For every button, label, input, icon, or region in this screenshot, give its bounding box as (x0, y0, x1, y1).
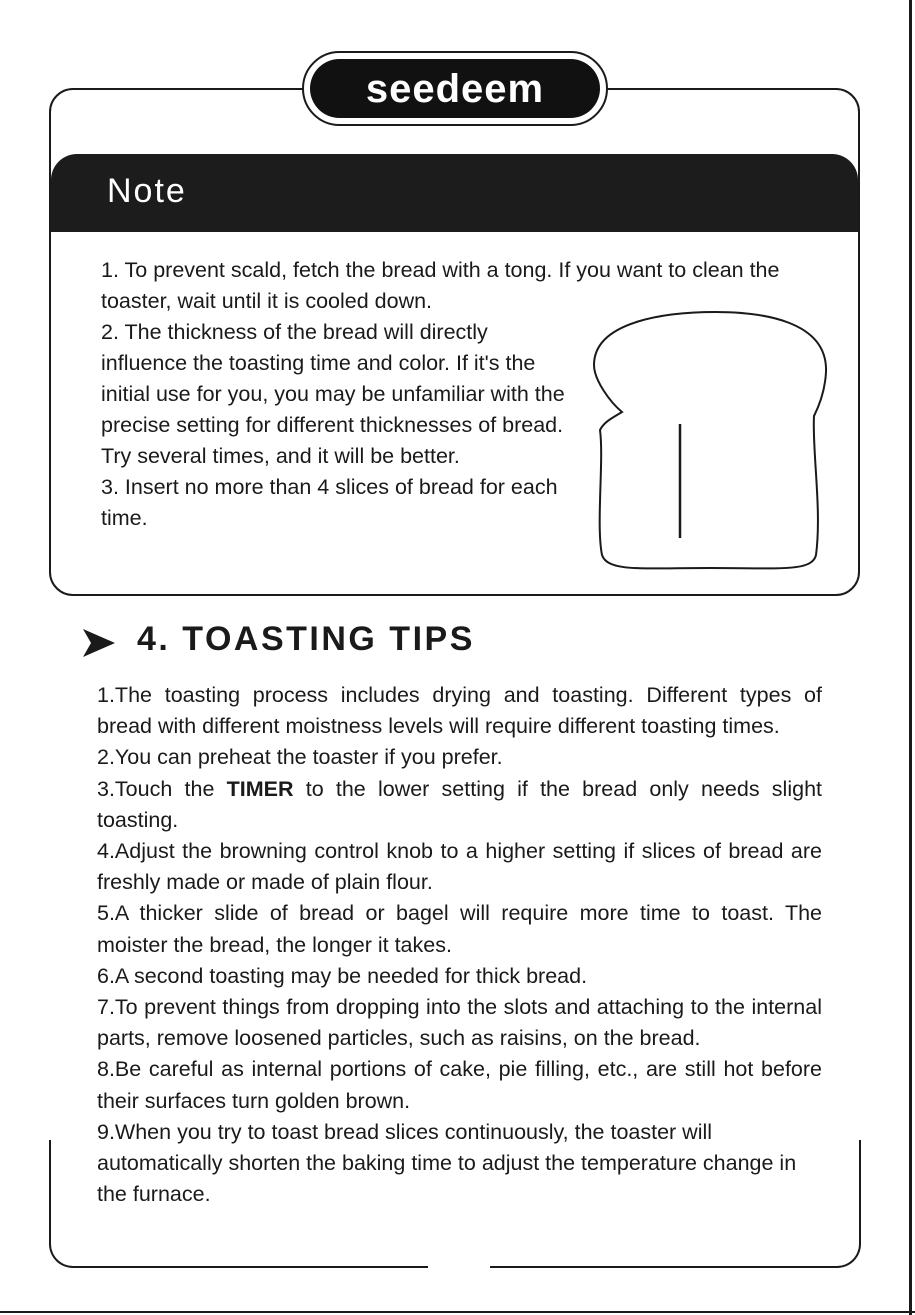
note-item: 2. The thickness of the bread will directly influence the toasting time and color. If it's the initial use for you, you may be unfamiliar with the precise setting for different thicknesses of bread. Try several times, and it will be better. (101, 320, 565, 468)
tip-item: 7.To prevent things from dropping into the slots and attaching to the internal parts, remove loosened particles, such as raisins, on the bread. (97, 995, 822, 1051)
brand-logo-text: seedeem (365, 67, 545, 111)
note-item: 3. Insert no more than 4 slices of bread for each time. (101, 475, 558, 530)
tip-item: 9.When you try to toast bread slices continuously, the toaster will automatically shorten the baking time to adjust the temperature change in the furnace. (97, 1119, 797, 1207)
bread-slice-icon (590, 310, 835, 575)
page-right-border (909, 0, 912, 1315)
note-title: Note (107, 172, 187, 210)
note-item: 1. To prevent scald, fetch the bread with a tong. If you want to clean the toaster, wait until it is cooled down. (101, 258, 780, 313)
arrow-right-icon (83, 629, 115, 657)
timer-label: TIMER (226, 776, 294, 801)
tip-item: 4.Adjust the browning control knob to a higher setting if slices of bread are freshly made or made of plain flour. (97, 839, 822, 895)
frame-gap (428, 1260, 490, 1272)
tip-item: 3.Touch the TIMER to the lower setting if the bread only needs slight toasting. (97, 776, 822, 832)
note-header (51, 154, 858, 232)
tip-item: 2.You can preheat the toaster if you prefer. (97, 745, 503, 770)
tip-item: 5.A thicker slide of bread or bagel will require more time to toast. The moister the bread, the longer it takes. (97, 901, 822, 957)
brand-logo (302, 51, 608, 126)
section-title: 4. TOASTING TIPS (137, 620, 475, 658)
tip-item: 8.Be careful as internal portions of cake, pie filling, etc., are still hot before their surfaces turn golden brown. (97, 1057, 822, 1113)
tip-item: 6.A second toasting may be needed for thick bread. (97, 963, 588, 988)
page-bottom-line (0, 1311, 915, 1313)
tips-list (97, 680, 822, 1210)
tip-item: 1.The toasting process includes drying and toasting. Different types of bread with different moistness levels will require different toasting times. (97, 683, 822, 739)
bottom-frame (49, 1140, 861, 1268)
